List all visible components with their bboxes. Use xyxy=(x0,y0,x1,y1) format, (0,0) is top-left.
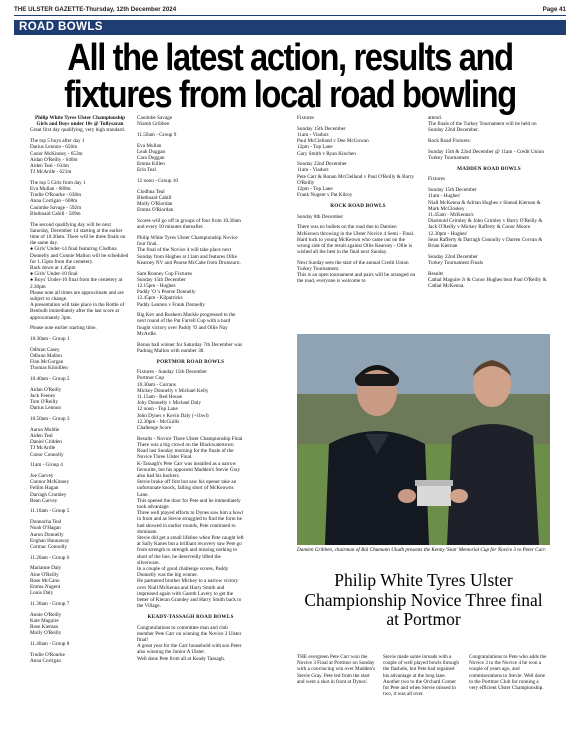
paragraph: Darius Lennon - 656m xyxy=(30,144,78,151)
paragraph: 11.20am - Group 6 xyxy=(30,554,70,561)
paragraph: Trudie O'Rourke - 638m xyxy=(30,192,82,199)
paragraph: Conor McKinney - 653m xyxy=(30,150,83,157)
paragraph: Sunday 22nd December xyxy=(297,161,347,168)
paragraph: K-Tassagh's Pete Carr was installed as a narrow favourite, but his opponent Madden's Stevie Gray also had his backers. xyxy=(137,460,241,479)
publication-line: THE ULSTER GAZETTE-Thursday, 12th December 2024 xyxy=(14,6,177,13)
paragraph: Please note earlier starting time. xyxy=(30,325,97,332)
paragraph: Fixtures xyxy=(297,115,315,121)
paragraph: Finn McGorgan xyxy=(30,359,64,366)
paragraph: Caoimhe Savage xyxy=(137,115,173,121)
paragraph: Results - Novice Three Ulster Championship Final xyxy=(137,435,243,442)
paragraph: 12pm - Top Lane xyxy=(297,186,333,193)
paragraph: Sunday 22nd December xyxy=(428,253,478,260)
paragraph: Aiden Teal xyxy=(30,432,53,439)
paragraph: The finals of the Turkey Tournament will be held on Sunday 22nd December. xyxy=(428,121,537,134)
paragraph: 11.45am - McKenna's xyxy=(428,211,474,218)
paragraph: Congratulations to committee man and club member Pete Carr on winning the Novice 3 Ulster final! xyxy=(137,624,242,644)
paragraph: Turkey Tournament Finals xyxy=(428,259,483,266)
paragraph: Louis Daly xyxy=(30,590,54,597)
paragraph: Well done Pete from all at Keady Tassagh. xyxy=(137,655,226,662)
paragraph: Mickey Donnelly v Michael Kelly xyxy=(137,387,209,394)
paragraph: Daniel Cridden xyxy=(30,439,62,446)
paragraph: Caoimhe Savage - 592m xyxy=(30,204,82,211)
paragraph: Frank Nugent v Pat Kilroy xyxy=(297,192,353,199)
paragraph: Paddy 'O 's Pearse Donnelly xyxy=(137,289,196,296)
paragraph: 11am - Hughes' xyxy=(428,193,461,200)
paragraph: Eva Mullan xyxy=(137,142,162,149)
paragraph: 11.50am - Group 9 xyxy=(137,131,177,138)
paragraph: 12.30pm - Hughes' xyxy=(428,230,468,237)
subheading: PORTMOR ROAD BOWLS xyxy=(156,358,225,365)
paragraph: Leah Duggan xyxy=(137,148,166,155)
paragraph: Rose Kieman xyxy=(30,624,59,631)
paragraph: 11.40am - Group 8 xyxy=(30,640,70,647)
page-number: Page 41 xyxy=(542,6,566,13)
paragraph: Stevie broke off first but saw his opener take an unfortunate knock, falling short of McKeowns Lane. xyxy=(137,479,237,498)
paragraph: Diarmuid Grimley & John Grimley v Barry O'Reilly & Jack O'Reilly v Mickey Rafferty & Conor Moore xyxy=(428,218,543,231)
paragraph: Sunday 8th December xyxy=(297,213,344,220)
paragraph: In a couple of good challenge scores, Paddy Donnelly was the big winner. xyxy=(137,566,229,579)
paragraph: 12 noon - Group 10 xyxy=(137,178,178,185)
paragraph: Please note all times are approximate and are subject to change. xyxy=(30,289,124,302)
paragraph: Rock Road Fixtures: xyxy=(428,138,471,145)
photo-illustration xyxy=(297,334,550,545)
paragraph: Sunday 15th December xyxy=(297,125,346,132)
presentation-photo xyxy=(297,334,550,545)
paragraph: Emma Nugent xyxy=(30,584,61,590)
paragraph: 12.45pm - Kilpatricks xyxy=(137,295,183,302)
photo-caption: Damien Gribben, chairman of Ból Chumann Uladh presents the Kenny 'Stan' Memorial Cup for Novice 3 to Peter Carr. xyxy=(297,547,546,553)
paragraph: 10.40am - Group 2 xyxy=(30,376,70,383)
paragraph: Sean Rafferty & Darragh Connolly v Darren Corvan & Brian Kiernan xyxy=(428,236,543,249)
paragraph: attend. xyxy=(428,115,442,121)
article-column-4 xyxy=(428,115,550,327)
article-column-2 xyxy=(137,115,244,715)
paragraph: Eoghan Hannaway xyxy=(30,537,70,544)
paragraph: Next Sunday sees the start of the annual Credit Union Turkey Tournament. xyxy=(297,259,409,273)
paragraph: 12.30pm - McGuills xyxy=(137,418,180,425)
story-column-3: Congratulations to Pete who adds the Novice 3 to the Novice 4 he won a couple of years ago, and commiserations to Stevie. Well done to the Portmor Club for running a very efficient Ulster Championship. xyxy=(469,654,547,692)
paragraph: Tom O'Reilly xyxy=(30,399,59,406)
paragraph: Sunday 15th December xyxy=(137,276,186,283)
paragraph: Trudie O'Rourke xyxy=(30,651,65,658)
paragraph: 11am - Viaduct xyxy=(297,167,329,174)
paragraph: Odhran Casey xyxy=(30,346,60,353)
paragraph: Connor McKinney xyxy=(30,479,70,486)
paragraph: Great first day qualifying, very high standard. xyxy=(30,127,126,134)
paragraph: Bluthnaid Cahill xyxy=(137,195,172,202)
paragraph: Back down at 1.45pm xyxy=(30,264,76,271)
paragraph: Emma O'Riordan xyxy=(137,207,174,214)
paragraph: Scores will go off in groups of four from 10.30am and every 10 minutes thereafter. xyxy=(137,218,241,231)
paragraph: Results xyxy=(428,270,444,277)
paragraph: Sunday 15th December xyxy=(428,187,477,194)
paragraph: Portmor Cup xyxy=(137,375,164,382)
paragraph: 11am - Group 4 xyxy=(30,462,63,469)
paragraph: Aaron Muldie xyxy=(30,426,60,433)
paragraph: 12 noon - Top Lane xyxy=(137,406,178,413)
article-column-1 xyxy=(30,115,130,715)
subheading: ROCK ROAD BOWLS xyxy=(330,202,386,209)
paragraph: Big Kev and Roshern Mackle progressed to the next round of the Pat Farrell Cup with a hard fought victory over Paddy 'O and Ollie Nay McArdle. xyxy=(137,312,236,337)
paragraph: Darius Lennon xyxy=(30,405,61,412)
paragraph: Clodhna Teal xyxy=(137,188,165,195)
paragraph: Kate Maguire xyxy=(30,617,59,624)
paragraph: Bluthnaid Cahill - 589m xyxy=(30,210,81,217)
paragraph: Molly O'Riordan xyxy=(137,201,173,208)
paragraph: 11.15am - Red House xyxy=(137,394,183,401)
paragraph: A great year for the Carr household with son Peter also winning the Junior A Ulster. xyxy=(137,643,242,656)
paragraph: ● Girls' Under-14 final featuring Clodhna Donnelly and Connie Mallon will be scheduled for 1.15pm from the cemetery. xyxy=(30,246,129,265)
paragraph: Conor Connolly xyxy=(30,451,64,458)
paragraph: Fixtures xyxy=(428,176,446,183)
paragraph: Joe Garvey xyxy=(30,472,54,479)
paragraph: Paul McClelland v Dee McGowan xyxy=(297,138,369,145)
paragraph: There was no bullets on the road due to Damien McKeown throwing in the Ulster Novice 4 Semi - Final. xyxy=(297,224,415,237)
paragraph: Bonus ball winner for Saturday 7th December was Padraig Mallon with number 38. xyxy=(137,341,243,354)
story-column-1: THE evergreen Pete Carr won the Novice 3 Final at Portmor on Sunday with a convincing win over Madden's Stevie Gray. Pete led from the start and went a shot in front at Dynes'. xyxy=(297,654,375,685)
paragraph: Pete Carr & Ronan McClelland v Paul O'Reilly & Barry O'Reilly xyxy=(297,173,414,186)
paragraph: Philip White Tyres Ulster Championship Novice four final. xyxy=(137,235,238,248)
paragraph: Sunday 15th & 22nd December @ 11am - Credit Union Turkey Tournament xyxy=(428,148,544,162)
paragraph: 12pm - Top Lane xyxy=(297,144,333,151)
paragraph: Aidan O'Reilly - 640m xyxy=(30,156,78,163)
paragraph: Aaron Donnelly xyxy=(30,531,64,538)
paragraph: Odhran Mallon xyxy=(30,352,62,359)
paragraph: This is an open tournament and pairs will be arranged on the road, everyone is welcome to xyxy=(297,272,416,285)
paragraph: ● Girls' Under-10 final xyxy=(30,271,78,278)
story-column-2: Stevie made some inroads with a couple of well played bowls through the flashole, but Pete had regained his advantage at the long lane. Another two to the Orchard Corner for Pete and when Stevie missed in two, it was all over. xyxy=(383,654,459,698)
paragraph: 12.15pm - Hughes xyxy=(137,282,176,289)
paragraph: There was a big crowd on the Blackwatertown Road last Sunday morning for the finale of the Novice Three Ulster Final. xyxy=(137,441,234,461)
paragraph: 11.10am - Group 5 xyxy=(30,508,70,515)
paragraph: The top 5 Girls from day 1 xyxy=(30,179,86,186)
paragraph: Philip White Tyres Ulster Championship Girls and Boys under 10s @ Tullysaran xyxy=(34,115,126,128)
paragraph: 10.50am - Group 3 xyxy=(30,416,70,423)
paragraph: Eva Mullan - 680m xyxy=(30,186,71,193)
paragraph: 10.30am - Group 1 xyxy=(30,336,70,342)
paragraph: Fellim Hagan xyxy=(30,485,59,492)
paragraph: Hard luck to young McKeown who came out on the wrong side of the result against Ollie Kearney - Ollie is wished all the best in the final next Sunday. xyxy=(297,236,412,256)
paragraph: Bean Garvey xyxy=(30,497,58,504)
paragraph: Annie O'Reilly xyxy=(30,611,62,618)
paragraph: Aine O'Reilly xyxy=(30,571,59,578)
paragraph: The final of the Novice 4 will take place next Sunday from Hughes at 11am and features Ollie Kearney NV and Pearse McCabe from Drumsurn. xyxy=(137,247,241,266)
paragraph: Gary Smith v Ryan Kinchen xyxy=(297,150,356,157)
page-headline: All the latest action, results and fixtures from local road bowling xyxy=(64,37,516,116)
paragraph: Fixtures - Sunday 15th December xyxy=(137,369,208,376)
paragraph: TJ McArdle xyxy=(30,445,56,452)
subheading: MADDEN ROAD BOWLS xyxy=(457,165,521,172)
paragraph: Stevie did get a small lifeline when Pete caught left at Sally Kanes but a brilliant recovery saw Pete go from strength to strength and missing nothing to short of the line, he deservedly lifted the silverware. xyxy=(137,534,244,566)
paragraph: 11am - Viaduct xyxy=(297,131,329,138)
paragraph: Paddy Lennon v Frank Donnelly xyxy=(137,301,206,308)
paragraph: A presentation will take place in the Bottle of Benbulb immediately after the last score at approximately 3pm. xyxy=(30,302,125,321)
paragraph: Challenge Score xyxy=(137,425,172,432)
paragraph: TJ McArdle - 621m xyxy=(30,169,72,176)
paragraph: This opened the door for Pete and he immediately took advantage. xyxy=(137,497,241,510)
paragraph: Niall McKenna & Adrian Hughes v Sinead Kiernan & Mark McCloskey xyxy=(428,199,541,212)
paragraph: The second qualifying day will be next Saturday, December 14 starting at the earlier time of 10.30am. There will be three finals on the same day. xyxy=(30,221,126,247)
paragraph: Anna Corrigan - 608m xyxy=(30,198,78,205)
paragraph: Cara Duggan xyxy=(137,155,165,162)
paragraph: Cormac Connolly xyxy=(30,543,68,550)
paragraph: Erin Teal xyxy=(137,167,156,174)
paragraph: Sam Rooney Cup Fixtures xyxy=(137,270,192,277)
paragraph: Thomas Kiloilllen xyxy=(30,365,68,372)
article-column-3 xyxy=(297,115,419,327)
paragraph: 10.30am - Currans xyxy=(137,381,176,388)
subheading: KEADY-TASSAGH ROAD BOWLS xyxy=(147,613,234,620)
masthead-rule xyxy=(14,15,566,16)
section-bar xyxy=(14,20,566,35)
paragraph: Rose McCann xyxy=(30,577,60,584)
paragraph: Three well played efforts to Dynes saw him a bowl in front and as Stevie struggled to find the form he had showed in earlier rounds, Pete continued to dominate. xyxy=(137,510,244,535)
story-headline: Philip White Tyres Ulster Championship Novice Three final at Portmor xyxy=(304,570,543,629)
paragraph: Joby Donnelly v Michael Daly xyxy=(137,400,201,407)
paragraph: Niamh Gribben xyxy=(137,121,170,128)
paragraph: Aidan O'Reilly xyxy=(30,386,62,393)
paragraph: Noah O'Hagan xyxy=(30,525,61,532)
paragraph: Cathal Maguire Jr & Conor Hughes beat Paul O'Reilly & Cathal McKenna. xyxy=(428,276,547,289)
paragraph: Emma Killen xyxy=(137,161,165,168)
paragraph: Anna Corrigan xyxy=(30,657,61,664)
paragraph: Marianne Daly xyxy=(30,565,62,572)
paragraph: ● Boys' Under-10 final from the cemetery at 2.30pm xyxy=(30,277,123,290)
paragraph: Molly O'Reilly xyxy=(30,630,62,637)
paragraph: The top 5 boys after day 1 xyxy=(30,138,85,145)
paragraph: Donnacha Teal xyxy=(30,519,62,526)
paragraph: He partnered brother Mickey to a narrow victory over Niall McKenna and Harry Smith and impressed again with Gareth Lavery to get the better of Kieran Grandey and Harry Smith back to the Village. xyxy=(137,578,242,610)
paragraph: John Dynes v Kevin Daly (+1bwl) xyxy=(137,412,209,419)
paragraph: Jack Feeney xyxy=(30,392,56,399)
paragraph: Aiden Teal - 634m xyxy=(30,162,69,169)
paragraph: 11.30am - Group 7 xyxy=(30,600,70,607)
paragraph: Darragh Crumley xyxy=(30,491,67,498)
section-title: ROAD BOWLS xyxy=(19,21,103,33)
